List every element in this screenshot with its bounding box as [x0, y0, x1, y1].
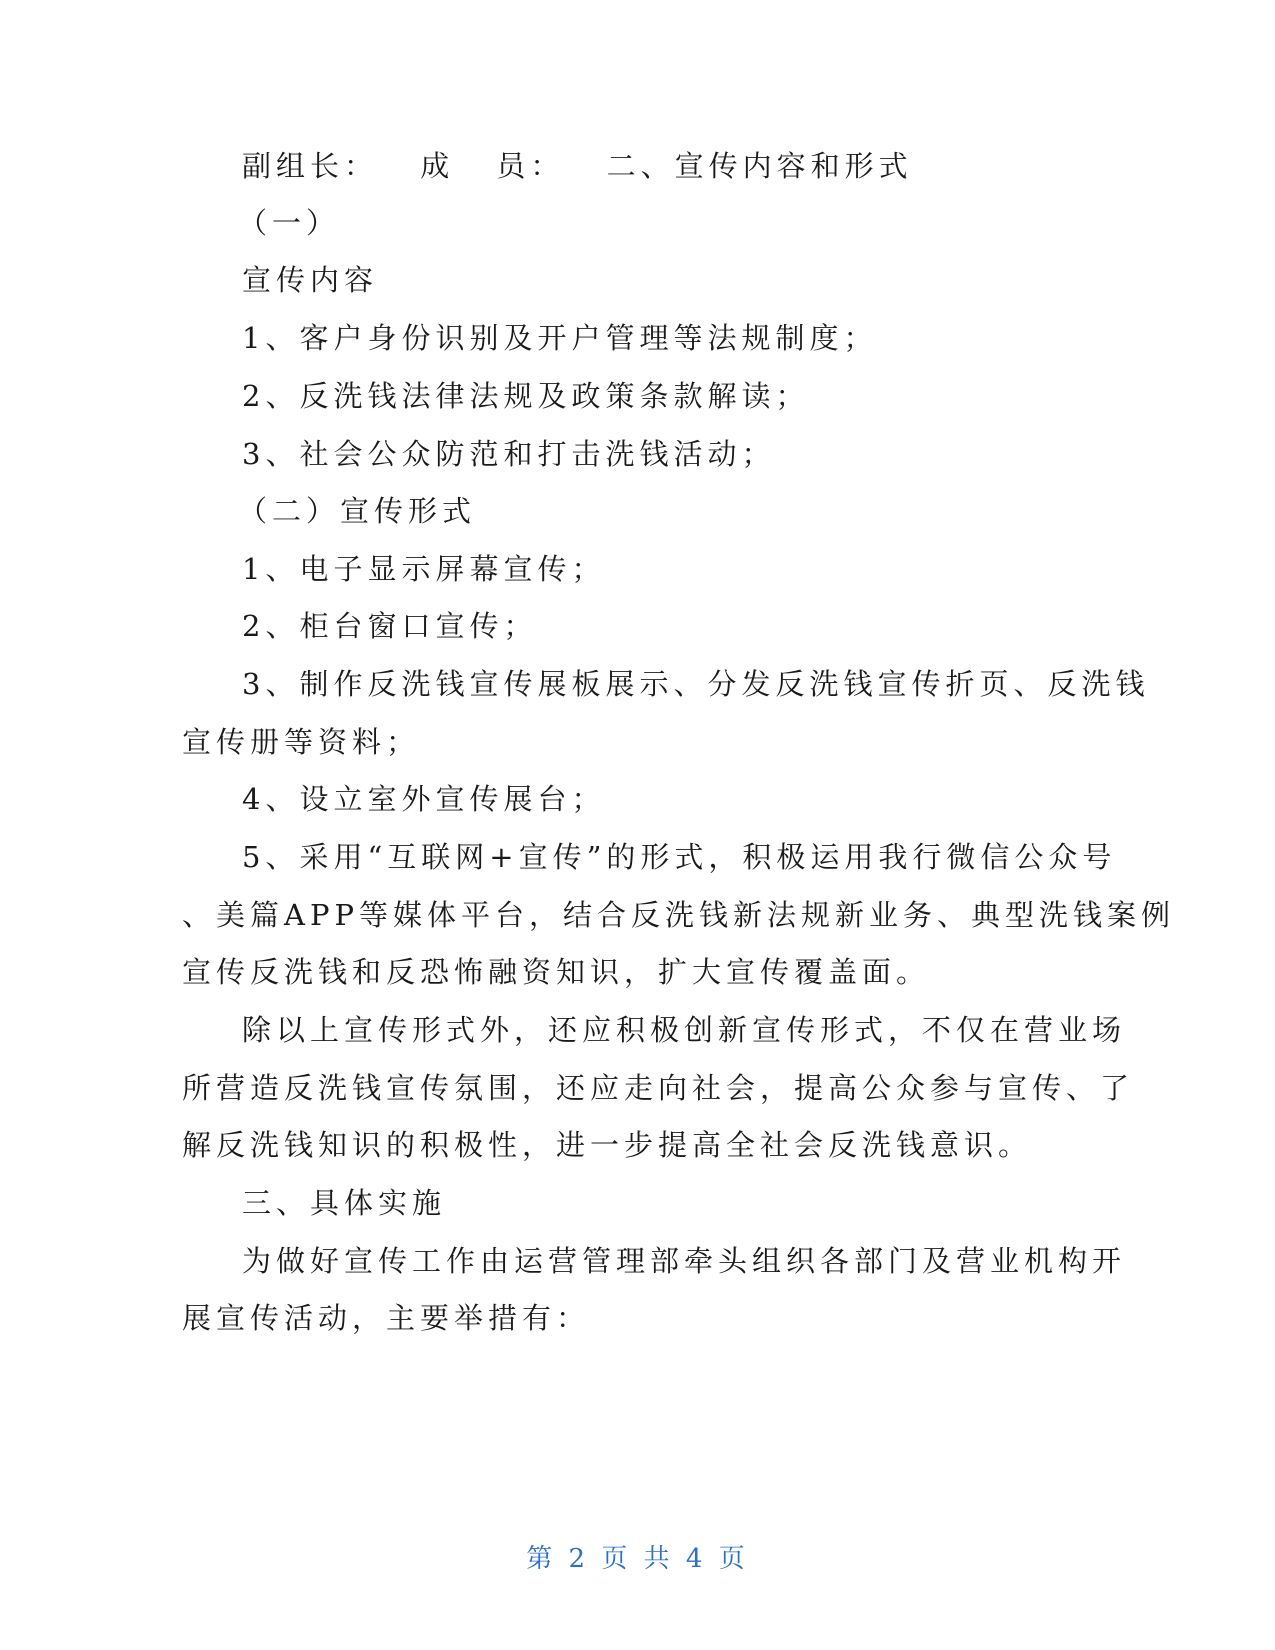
form-item-5: 5、采用“互联网+宣传”的形式，积极运用我行微信公众号 — [242, 840, 1117, 874]
form-item-3-cont: 宣传册等资料； — [182, 725, 421, 759]
section-heading-implementation: 三、具体实施 — [242, 1186, 447, 1220]
content-item-3: 3、社会公众防范和打击洗钱活动； — [242, 437, 776, 471]
form-item-5-cont-1: 、美篇APP等媒体平台，结合反洗钱新法规新业务、典型洗钱案例 — [182, 898, 1175, 932]
form-item-1: 1、电子显示屏幕宣传； — [242, 552, 606, 586]
form-item-3: 3、制作反洗钱宣传展板展示、分发反洗钱宣传折页、反洗钱 — [242, 667, 1150, 701]
paragraph-implementation: 为做好宣传工作由运营管理部牵头组织各部门及营业机构开 — [242, 1244, 1127, 1278]
form-item-4: 4、设立室外宣传展台； — [242, 782, 606, 816]
content-item-2: 2、反洗钱法律法规及政策条款解读； — [242, 379, 810, 413]
paragraph-innovation: 除以上宣传形式外，还应积极创新宣传形式，不仅在营业场 — [242, 1013, 1127, 1047]
paragraph-innovation-cont-1: 所营造反洗钱宣传氛围，还应走向社会，提高公众参与宣传、了 — [182, 1071, 1135, 1105]
section-number-one: （一） — [238, 206, 341, 240]
content-item-1: 1、客户身份识别及开户管理等法规制度； — [242, 321, 878, 355]
header-roles-line: 副组长： 成 员： 二、宣传内容和形式 — [242, 149, 913, 183]
paragraph-innovation-cont-2: 解反洗钱知识的积极性，进一步提高全社会反洗钱意识。 — [182, 1128, 1033, 1162]
paragraph-implementation-cont: 展宣传活动，主要举措有： — [182, 1301, 591, 1335]
section-heading-content: 宣传内容 — [242, 263, 379, 297]
form-item-5-cont-2: 宣传反洗钱和反恐怖融资知识，扩大宣传覆盖面。 — [182, 955, 931, 989]
section-heading-form: （二）宣传形式 — [238, 494, 477, 528]
page-number-footer: 第 2 页 共 4 页 — [526, 1544, 749, 1574]
form-item-2: 2、柜台窗口宣传； — [242, 609, 538, 643]
